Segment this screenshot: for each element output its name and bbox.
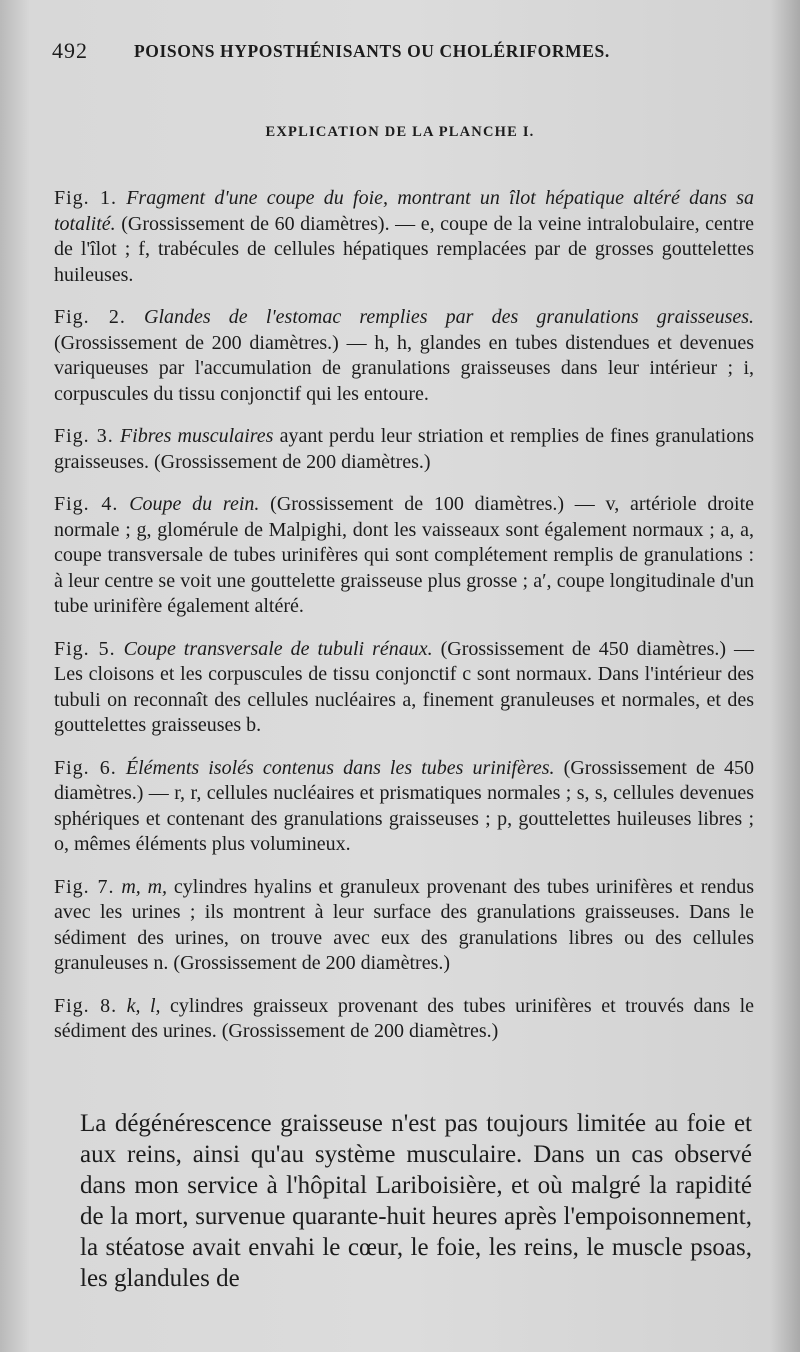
figure-label: Fig. 2. bbox=[54, 306, 126, 328]
figure-description: cylindres hyalins et granuleux provenant des tubes urinifères et rendus avec les urines ; ils montrent à leur surface des granulations graisseuses. Dans le sédiment des urines, on trouve avec eux des granulations libres ou des cellules granuleuses n. (Grossissement de 200 diamètres.) bbox=[54, 875, 755, 974]
figure-description: (Grossissement de 60 diamètres). — e, coupe de la veine intralobulaire, centre de l'îlot ; f, trabécules de cellules hépatiques remplacées par de grosses gouttelettes huileuses. bbox=[54, 212, 755, 286]
page-number: 492 bbox=[52, 38, 88, 63]
figure-explanations bbox=[54, 186, 754, 1062]
figure-description: cylindres graisseux provenant des tubes urinifères et trouvés dans le sédiment des urines. (Grossissement de 200 diamètres.) bbox=[54, 994, 755, 1042]
figure-label: Fig. 7. bbox=[54, 875, 115, 898]
figure-caption: Glandes de l'estomac remplies par des granulations graisseuses. bbox=[144, 306, 755, 328]
figure-caption: m, m, bbox=[121, 875, 168, 898]
figure-caption: k, l, bbox=[126, 994, 161, 1017]
body-paragraph: La dégénérescence graisseuse n'est pas toujours limitée au foie et aux reins, ainsi qu'au système musculaire. Dans un cas observé dans mon service à l'hôpital Lariboisière, et où malgré la rapidité de la mort, survenue quarante-huit heures après l'empoisonnement, la stéatose avait envahi le cœur, le foie, les reins, le muscle psoas, les glandules de bbox=[80, 1110, 752, 1292]
running-title: POISONS HYPOSTHÉNISANTS OU CHOLÉRIFORMES. bbox=[134, 41, 610, 61]
figure-entry-1 bbox=[54, 186, 754, 288]
figure-description: (Grossissement de 100 diamètres.) — v, artériole droite normale ; g, glomérule de Malpighi, dont les vaisseaux sont également normaux ; a, a, coupe transversale de tubes urinifères qui sont complétement remplis de granulations : à leur centre se voit une gouttelette graisseuse plus grosse ; a′, coupe longitudinale d'un tube urinifère également altéré. bbox=[54, 493, 755, 617]
figure-caption: Fragment d'une coupe du foie, montrant un îlot hépatique altéré dans sa totalité. bbox=[54, 187, 754, 235]
figure-label: Fig. 6. bbox=[54, 756, 117, 779]
figure-entry-5 bbox=[54, 637, 754, 739]
figure-caption: Coupe transversale de tubuli rénaux. bbox=[123, 637, 433, 660]
figure-description: (Grossissement de 450 diamètres.) — Les cloisons et les corpuscules de tissu conjonctif c sont normaux. Dans l'intérieur des tubuli on reconnaît des cellules nucléaires a, finement granuleuses et normales, et des gouttelettes graisseuses b. bbox=[54, 637, 755, 736]
figure-description: (Grossissement de 450 diamètres.) — r, r, cellules nucléaires et prismatiques normales ; s, s, cellules devenues sphériques et contenant des granulations graisseuses ; p, gouttelettes huileuses libres ; o, mêmes éléments plus volumineux. bbox=[54, 756, 755, 855]
figure-caption: Éléments isolés contenus dans les tubes urinifères. bbox=[125, 756, 555, 779]
section-heading: EXPLICATION DE LA PLANCHE I. bbox=[265, 124, 535, 140]
figure-label: Fig. 4. bbox=[54, 493, 119, 515]
figure-description: (Grossissement de 200 diamètres.) — h, h, glandes en tubes distendues et devenues variqueuses par l'accumulation de granulations graisseuses dans leur intérieur ; i, corpuscules du tissu conjonctif qui les entoure. bbox=[54, 331, 754, 405]
figure-entry-2 bbox=[54, 305, 754, 407]
figure-entry-8 bbox=[54, 994, 754, 1045]
figure-entry-7 bbox=[54, 875, 754, 977]
figure-label: Fig. 1. bbox=[54, 187, 117, 209]
figure-caption: Fibres musculaires bbox=[119, 425, 274, 447]
figure-entry-3 bbox=[54, 424, 754, 475]
figure-description: ayant perdu leur striation et remplies de fines granulations graisseuses. (Grossissement de 200 diamètres.) bbox=[54, 425, 754, 473]
figure-label: Fig. 5. bbox=[54, 637, 116, 660]
figure-label: Fig. 8. bbox=[54, 994, 118, 1017]
running-head bbox=[52, 38, 772, 68]
figure-entry-6 bbox=[54, 756, 754, 858]
figure-label: Fig. 3. bbox=[54, 425, 114, 447]
figure-caption: Coupe du rein. bbox=[129, 493, 260, 515]
figure-entry-4 bbox=[54, 492, 754, 620]
